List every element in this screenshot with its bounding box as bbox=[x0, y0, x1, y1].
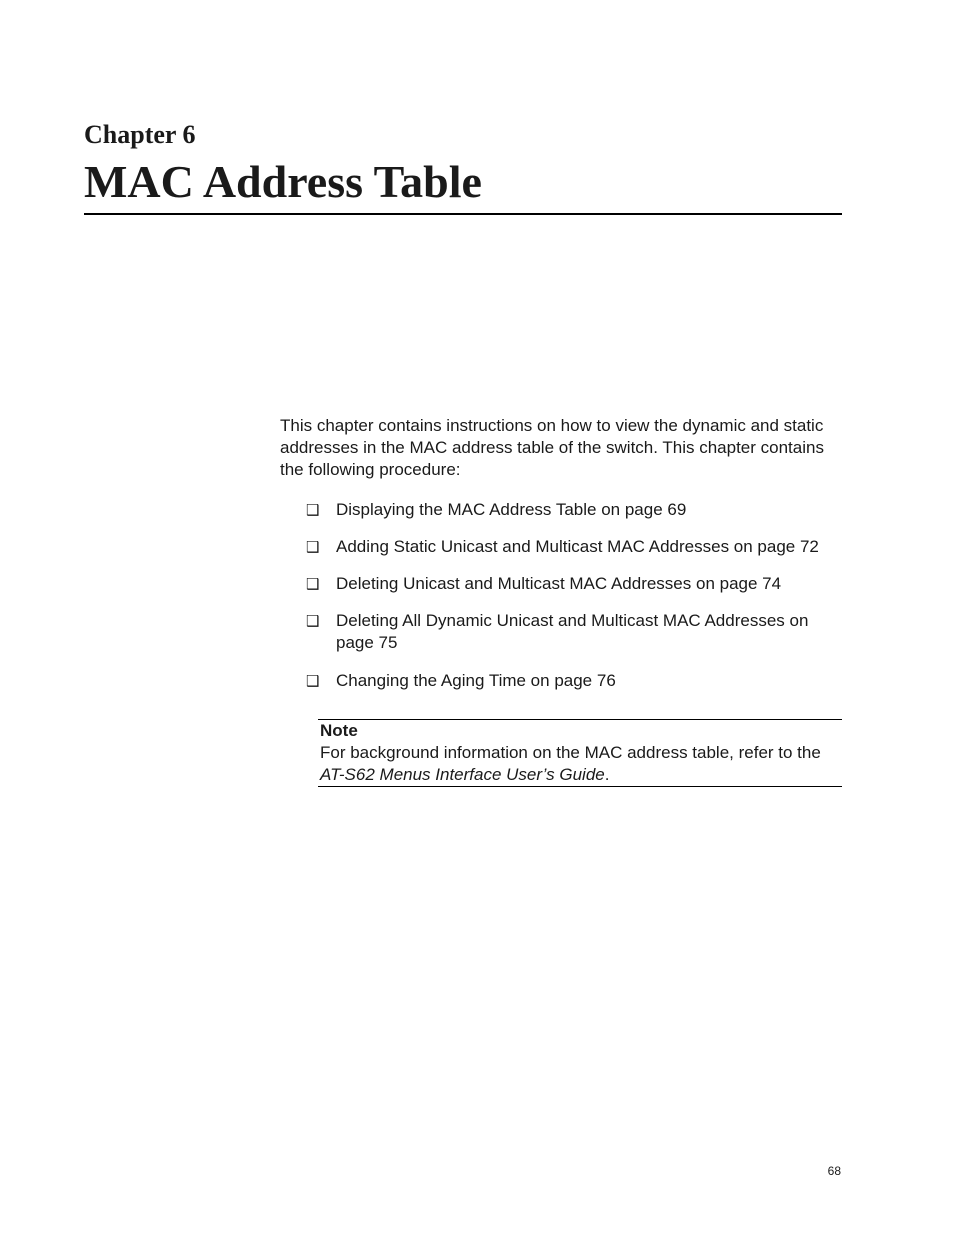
procedure-link[interactable]: Displaying the MAC Address Table on page 69 bbox=[336, 500, 687, 519]
note-text-end: . bbox=[604, 765, 610, 784]
guide-title: AT-S62 Menus Interface User’s Guide bbox=[320, 765, 605, 784]
list-item bbox=[306, 499, 846, 521]
title-divider bbox=[84, 213, 842, 215]
intro-paragraph: This chapter contains instructions on how to view the dynamic and static addresses in the MAC address table of the switch. This chapter contains the following procedure: bbox=[280, 416, 824, 479]
procedure-link[interactable]: Deleting Unicast and Multicast MAC Addresses on page 74 bbox=[336, 574, 782, 593]
note-text: For background information on the MAC address table, refer to the bbox=[320, 743, 821, 762]
checkbox-bullet-icon: ❑ bbox=[306, 672, 320, 690]
page-number: 68 bbox=[827, 1164, 841, 1178]
list-item bbox=[306, 670, 846, 692]
note-heading: Note bbox=[320, 721, 358, 740]
procedure-link[interactable]: Adding Static Unicast and Multicast MAC Addresses on page 72 bbox=[336, 537, 819, 556]
procedure-list bbox=[306, 499, 846, 707]
procedure-link[interactable]: Changing the Aging Time on page 76 bbox=[336, 671, 616, 690]
note-box bbox=[318, 719, 842, 787]
procedure-link[interactable]: Deleting All Dynamic Unicast and Multicast MAC Addresses on page 75 bbox=[336, 611, 809, 652]
checkbox-bullet-icon: ❑ bbox=[306, 612, 320, 630]
chapter-label: Chapter 6 bbox=[84, 120, 196, 149]
page-title: MAC Address Table bbox=[84, 156, 482, 207]
checkbox-bullet-icon: ❑ bbox=[306, 538, 320, 556]
checkbox-bullet-icon: ❑ bbox=[306, 575, 320, 593]
list-item bbox=[306, 610, 846, 654]
note-body bbox=[320, 742, 842, 786]
list-item bbox=[306, 536, 846, 558]
list-item bbox=[306, 573, 846, 595]
checkbox-bullet-icon: ❑ bbox=[306, 501, 320, 519]
